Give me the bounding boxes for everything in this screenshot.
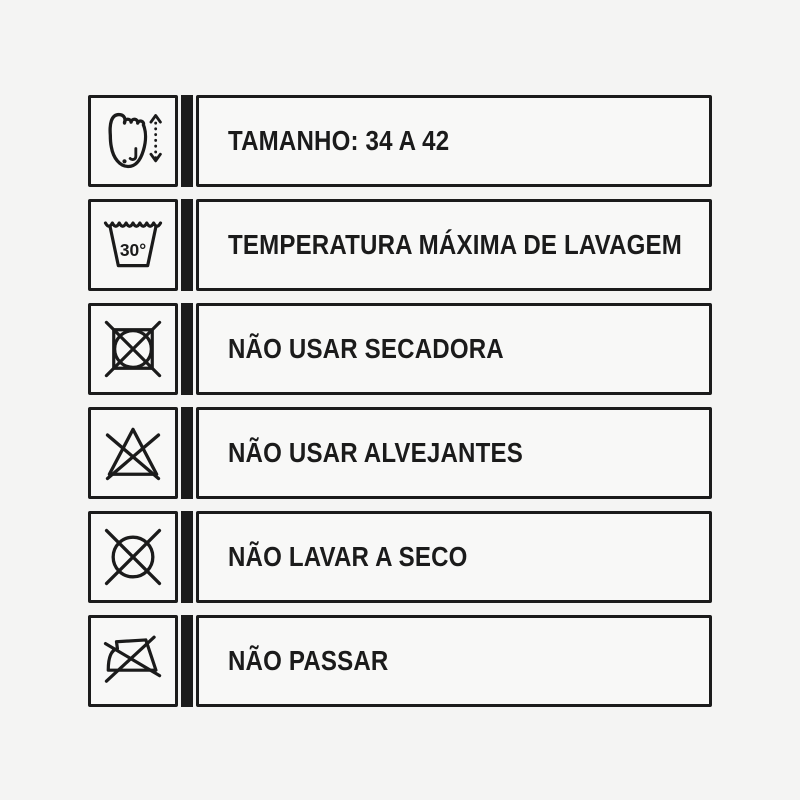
text-box	[196, 95, 712, 187]
care-row-no-iron	[88, 615, 712, 707]
icon-box	[88, 511, 178, 603]
care-row-label: NÃO LAVAR A SECO	[228, 541, 468, 572]
care-row-wash-max-30	[88, 199, 712, 291]
icon-box	[88, 407, 178, 499]
icon-box	[88, 615, 178, 707]
icon-box	[88, 199, 178, 291]
svg-text:30°: 30°	[119, 240, 147, 260]
care-row-label: NÃO PASSAR	[228, 645, 389, 676]
no-iron-icon	[100, 628, 166, 694]
icon-box	[88, 303, 178, 395]
no-bleach-icon	[99, 419, 167, 487]
care-row-no-bleach	[88, 407, 712, 499]
divider-bar	[181, 511, 193, 603]
divider-bar	[181, 199, 193, 291]
text-box	[196, 615, 712, 707]
icon-slot	[100, 316, 166, 382]
text-box	[196, 511, 712, 603]
divider-bar	[181, 95, 193, 187]
foot-size-icon	[99, 107, 167, 175]
care-label-rows	[88, 95, 712, 707]
icon-slot	[99, 523, 167, 591]
icon-slot	[100, 212, 166, 278]
wash-max-30-icon	[100, 212, 166, 278]
text-box	[196, 303, 712, 395]
icon-slot	[100, 628, 166, 694]
icon-slot	[99, 419, 167, 487]
care-row-label: NÃO USAR ALVEJANTES	[228, 437, 523, 468]
care-row-label: TEMPERATURA MÁXIMA DE LAVAGEM	[228, 229, 683, 260]
care-row-label: NÃO USAR SECADORA	[228, 333, 504, 364]
text-box	[196, 407, 712, 499]
divider-bar	[181, 407, 193, 499]
text-box	[196, 199, 712, 291]
care-row-no-dry-clean	[88, 511, 712, 603]
divider-bar	[181, 615, 193, 707]
icon-box	[88, 95, 178, 187]
care-row-no-tumble-dry	[88, 303, 712, 395]
care-row-label: TAMANHO: 34 A 42	[228, 125, 450, 156]
care-row-foot-size	[88, 95, 712, 187]
icon-slot	[99, 107, 167, 175]
no-dry-clean-icon	[99, 523, 167, 591]
divider-bar	[181, 303, 193, 395]
no-tumble-dry-icon	[100, 316, 166, 382]
